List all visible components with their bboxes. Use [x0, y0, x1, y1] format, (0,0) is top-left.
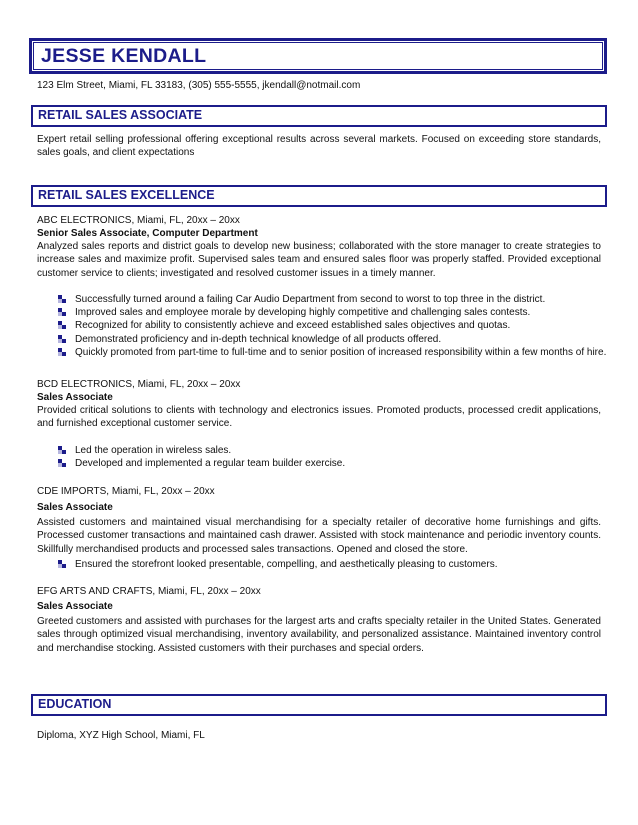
list-item: Recognized for ability to consistently achieve and exceed established sales objectives and quotas. — [58, 319, 606, 332]
job-company: CDE IMPORTS, Miami, FL, 20xx – 20xx — [37, 486, 215, 497]
square-bullet-icon — [58, 295, 66, 303]
square-bullet-icon — [58, 321, 66, 329]
candidate-name: JESSE KENDALL — [41, 45, 207, 67]
section-heading-summary — [31, 105, 607, 127]
list-item: Developed and implemented a regular team builder exercise. — [58, 457, 345, 470]
list-item: Led the operation in wireless sales. — [58, 444, 345, 457]
section-heading-education — [31, 694, 607, 716]
job-description: Provided critical solutions to clients with technology and electronics issues. Promoted products, processed credit applications, and furnished exceptional customer service. — [37, 405, 601, 430]
list-item: Successfully turned around a failing Car Audio Department from second to worst to top three in the district. — [58, 293, 606, 306]
list-item: Improved sales and employee morale by developing highly competitive and challenging sales contests. — [58, 306, 606, 319]
list-item: Ensured the storefront looked presentable, compelling, and aesthetically pleasing to customers. — [58, 558, 497, 571]
square-bullet-icon — [58, 459, 66, 467]
section-title: EDUCATION — [38, 697, 112, 711]
job-title: Sales Associate — [37, 392, 113, 403]
square-bullet-icon — [58, 348, 66, 356]
job-bullets — [58, 293, 606, 359]
job-company: BCD ELECTRONICS, Miami, FL, 20xx – 20xx — [37, 379, 241, 390]
job-bullets — [58, 444, 345, 470]
summary-text: Expert retail selling professional offering exceptional results across several markets. Focused on exceeding store standards, sales goals, and client expectations — [37, 134, 601, 159]
name-header-box — [29, 38, 607, 74]
education-entry: Diploma, XYZ High School, Miami, FL — [37, 730, 205, 741]
section-title: RETAIL SALES ASSOCIATE — [38, 108, 203, 122]
job-company: ABC ELECTRONICS, Miami, FL, 20xx – 20xx — [37, 215, 240, 226]
job-description: Greeted customers and assisted with purchases for the largest arts and crafts specialty retailer in the United States. Generated sales through optimized visual merchandising, inventory availability, and personalized assistance. Maintained inventory control and merchandise stocking. Assisted customers with their purchases and special orders. — [37, 616, 601, 654]
list-item: Quickly promoted from part-time to full-time and to senior position of increased responsibility within a few months of hire. — [58, 346, 606, 359]
job-company: EFG ARTS AND CRAFTS, Miami, FL, 20xx – 20xx — [37, 586, 261, 597]
list-item: Demonstrated proficiency and in-depth technical knowledge of all products offered. — [58, 333, 606, 346]
job-title: Sales Associate — [37, 502, 113, 513]
contact-info: 123 Elm Street, Miami, FL 33183, (305) 555-5555, jkendall@notmail.com — [37, 80, 361, 91]
job-description: Assisted customers and maintained visual merchandising for a specialty retailer of decorative home furnishings and gifts. Processed customer transactions and maintained cash drawer. Assisted with stock maintenance and periodic inventory counts. Skillfully merchandised products and processed sales transactions. Opened and closed the store. — [37, 517, 601, 555]
square-bullet-icon — [58, 308, 66, 316]
job-bullets — [58, 558, 497, 571]
job-title: Senior Sales Associate, Computer Department — [37, 228, 258, 239]
square-bullet-icon — [58, 335, 66, 343]
section-title: RETAIL SALES EXCELLENCE — [38, 188, 215, 202]
square-bullet-icon — [58, 446, 66, 454]
section-heading-experience — [31, 185, 607, 207]
job-title: Sales Associate — [37, 601, 113, 612]
job-description: Analyzed sales reports and district goals to develop new business; collaborated with the store manager to create strategies to increase sales and maximize profit. Supervised sales team and ensured sales floor was properly staffed. Provided exceptional customer service to clients; investigated and resolved customer issues in a timely manner. — [37, 241, 601, 279]
square-bullet-icon — [58, 560, 66, 568]
